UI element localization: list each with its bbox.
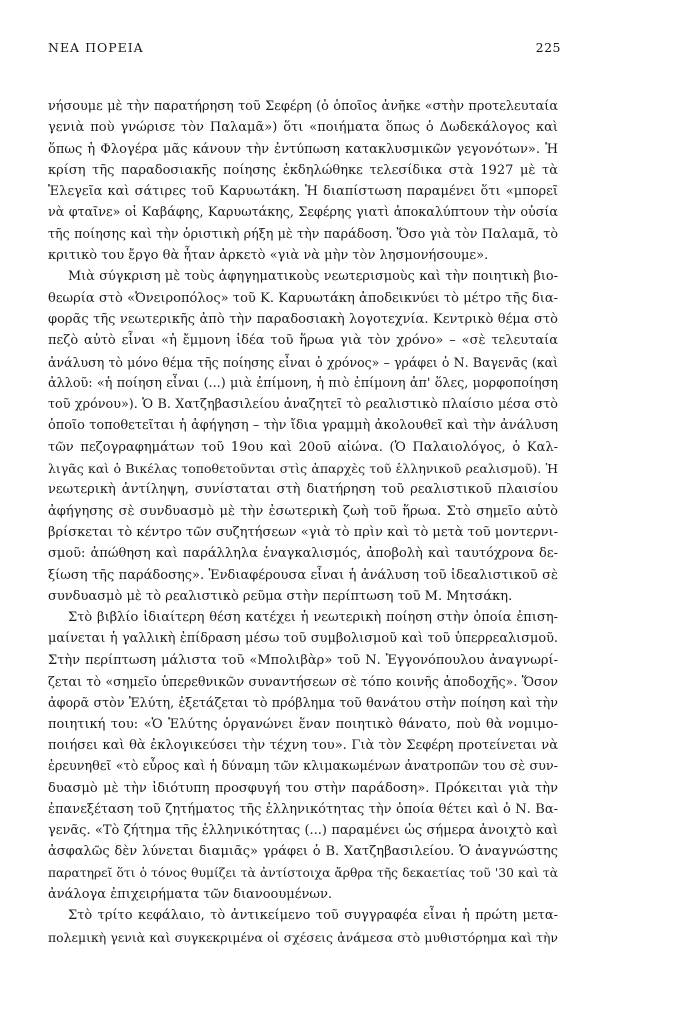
text-line: Στὴν περίπτωση μάλιστα τοῦ «Μπολιβὰρ» τοῦ Ν. Ἐγγονόπουλου ἀναγνωρί- xyxy=(48,652,558,668)
page-number: 225 xyxy=(535,40,561,55)
text-line: ἀλλοῦ: «ἡ ποίηση εἶναι (...) μιὰ ἐπίμονη, ἡ πιὸ ἐπίμονη ἀπ' ὅλες, μορφοποίηση xyxy=(48,375,558,391)
body-text xyxy=(48,96,558,948)
text-line: συνδυασμὸ μὲ τὸ ρεαλιστικὸ ρεῦμα στὴν περίπτωση τοῦ Μ. Μητσάκη. xyxy=(48,588,513,604)
journal-name: ΝΕΑ ΠΟΡΕΙΑ xyxy=(48,40,144,55)
text-line: παρατηρεῖ ὅτι ὁ τόνος θυμίζει τὰ ἀντίστοιχα ἄρθρα τῆς δεκαετίας τοῦ '30 καὶ τὰ xyxy=(48,865,558,880)
text-line: Μιὰ σύγκριση μὲ τοὺς ἀφηγηματικοὺς νεωτερισμοὺς καὶ τὴν ποιητικὴ βιο- xyxy=(68,269,558,285)
text-line: θεωρία στὸ «Ὀνειροπόλος» τοῦ Κ. Καρυωτάκη ἀποδεικνύει τὸ μέτρο τῆς δια- xyxy=(48,290,558,306)
text-line: νὰ φταῖνε» οἱ Καβάφης, Καρυωτάκης, Σεφέρης γιατὶ ἀποκαλύπτουν τὴν οὐσία xyxy=(48,205,558,221)
text-line: ἀσφαλῶς δὲν λύνεται διαμιᾶς» γράφει ὁ Β. Χατζηβασιλείου. Ὁ ἀναγνώστης xyxy=(48,844,558,860)
text-line: νήσουμε μὲ τὴν παρατήρηση τοῦ Σεφέρη (ὁ ὁποῖος ἀνῆκε «στὴν προτελευταία xyxy=(48,99,558,114)
text-line: ὁποῖο τοποθετεῖται ἡ ἀφήγηση – τὴν ἴδια γραμμὴ ἀκολουθεῖ καὶ τὴν ἀνάλυση xyxy=(48,418,558,434)
text-line: τῆς ποίησης καὶ τὴν ὁριστικὴ ρήξη μὲ τὴν παράδοση. Ὅσο γιὰ τὸν Παλαμᾶ, τὸ xyxy=(48,226,558,242)
text-line: τοῦ χρόνου»). Ὁ Β. Χατζηβασιλείου ἀναζητεῖ τὸ ρεαλιστικὸ πλαίσιο μέσα στὸ xyxy=(48,397,558,413)
text-line: Στὸ βιβλίο ἰδιαίτερη θέση κατέχει ἡ νεωτερικὴ ποίηση στὴν ὁποία ἐπιση- xyxy=(68,610,558,626)
text-line: Ἐλεγεῖα καὶ σάτιρες τοῦ Καρυωτάκη. Ἡ διαπίστωση παραμένει ὅτι «μπορεῖ xyxy=(48,184,558,200)
text-line: ἀφήγησης σὲ συνδυασμὸ μὲ τὴν ἐσωτερικὴ ζωὴ τοῦ ἥρωα. Στὸ σημεῖο αὐτὸ xyxy=(48,503,558,519)
text-line: γενιὰ ποὺ γνώρισε τὸν Παλαμᾶ») ὅτι «ποιήματα ὅπως ὁ Δωδεκάλογος καὶ xyxy=(48,120,558,136)
text-line: ξίωση τῆς παράδοσης». Ἐνδιαφέρουσα εἶναι ἡ ἀνάλυση τοῦ ἰδεαλιστικοῦ σὲ xyxy=(48,567,558,583)
text-line: ποιήσει καὶ θὰ ἐκλογικεύσει τὴν τέχνη του». Γιὰ τὸν Σεφέρη προτείνεται νὰ xyxy=(48,737,558,753)
text-line: ποιητική του: «Ὁ Ἐλύτης ὀργανώνει ἕναν ποιητικὸ θάνατο, ποὺ θὰ νομιμο- xyxy=(48,716,558,732)
text-line: νεωτερικὴ ἀντίληψη, συνίσταται στὴ διατήρηση τοῦ ρεαλιστικοῦ πλαισίου xyxy=(48,482,558,498)
text-line: γενᾶς. «Τὸ ζήτημα τῆς ἑλληνικότητας (...) παραμένει ὡς σήμερα ἀνοιχτὸ καὶ xyxy=(48,823,558,839)
text-line: ἀνάλογα ἐπιχειρήματα τῶν διανοουμένων. xyxy=(48,886,333,902)
text-line: ὅπως ἡ Φλογέρα μᾶς κάνουν τὴν ἐντύπωση κατακλυσμικῶν γεγονότων». Ἡ xyxy=(48,141,558,157)
text-line: πεζὸ αὐτὸ εἶναι «ἡ ἔμμονη ἰδέα τοῦ ἥρωα γιὰ τὸν χρόνο» – «σὲ τελευταία xyxy=(48,333,558,349)
text-line: ἐπανεξέταση τοῦ ζητήματος τῆς ἑλληνικότητας τὴν ὁποία θέτει καὶ ὁ Ν. Βα- xyxy=(48,801,558,817)
text-line: κριτικὸ του ἔργο θὰ ἦταν ἀρκετὸ «γιὰ νὰ μὴν τὸν λησμονήσουμε». xyxy=(48,248,489,264)
paragraph-3 xyxy=(48,607,558,905)
paragraph-4 xyxy=(48,905,558,948)
text-line: δυασμὸ μὲ τὴν ἰδιότυπη προσφυγή του στὴν παράδοση». Πρόκειται γιὰ τὴν xyxy=(48,780,558,796)
text-line: ἀνάλυση τὸ μόνο θέμα τῆς ποίησης εἶναι ὁ χρόνος» – γράφει ὁ Ν. Βαγενᾶς (καὶ xyxy=(48,354,558,370)
text-line: φορᾶς τῆς νεωτερικῆς ἀπὸ τὴν παραδοσιακὴ λογοτεχνία. Κεντρικὸ θέμα στὸ xyxy=(48,311,558,327)
text-line: ζεται τὸ «σημεῖο ὑπερεθνικῶν συναντήσεων σὲ τόπο κοινῆς ἀποδοχῆς». Ὅσον xyxy=(48,674,558,690)
running-head xyxy=(48,40,561,60)
text-line: Στὸ τρίτο κεφάλαιο, τὸ ἀντικείμενο τοῦ συγγραφέα εἶναι ἡ πρώτη μετα- xyxy=(68,908,558,924)
text-line: μαίνεται ἡ γαλλικὴ ἐπίδραση μέσω τοῦ συμβολισμοῦ καὶ τοῦ ὑπερρεαλισμοῦ. xyxy=(48,631,558,647)
text-line: πολεμικὴ γενιὰ καὶ συγκεκριμένα οἱ σχέσεις ἀνάμεσα στὸ μυθιστόρημα καὶ τὴν xyxy=(48,929,558,945)
paragraph-2 xyxy=(48,266,558,607)
text-line: κρίση τῆς παραδοσιακῆς ποίησης ἐκδηλώθηκε τελεσίδικα στὰ 1927 μὲ τὰ xyxy=(48,162,558,178)
text-line: ἐρευνηθεῖ «τὸ εὖρος καὶ ἡ δύναμη τῶν κλιμακωμένων ἀνατροπῶν του σὲ συν- xyxy=(48,759,558,775)
text-line: σμοῦ: ἀπώθηση καὶ παράλληλα ἐναγκαλισμός, ἀποβολὴ καὶ ταυτόχρονα δε- xyxy=(48,546,558,562)
paragraph-1 xyxy=(48,96,558,266)
text-line: βρίσκεται τὸ κέντρο τῶν συζητήσεων «γιὰ τὸ πρὶν καὶ τὸ μετὰ τοῦ μοντερνι- xyxy=(48,524,558,540)
text-line: ἀφορᾶ στὸν Ἐλύτη, ἐξετάζεται τὸ πρόβλημα τοῦ θανάτου στὴν ποίηση καὶ τὴν xyxy=(48,695,558,711)
text-line: λιγᾶς καὶ ὁ Βικέλας τοποθετοῦνται στὶς ἀπαρχὲς τοῦ ἑλληνικοῦ ρεαλισμοῦ). Ἡ xyxy=(48,461,558,477)
text-line: τῶν πεζογραφημάτων τοῦ 19ου καὶ 20οῦ αἰώνα. (Ὁ Παλαιολόγος, ὁ Καλ- xyxy=(48,439,558,455)
